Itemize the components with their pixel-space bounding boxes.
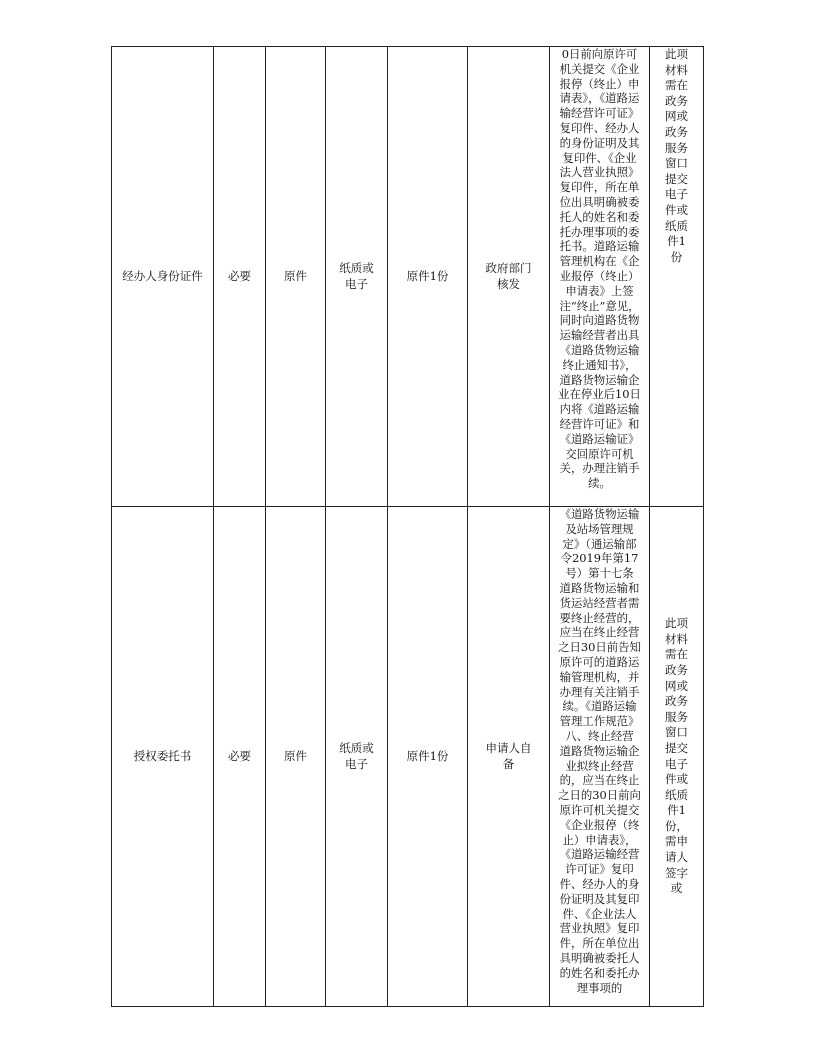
form-cell: 原件	[266, 47, 326, 507]
form-cell: 原件	[266, 507, 326, 1007]
medium-cell: 纸质或电子	[326, 47, 388, 507]
note-cell: 此项材料需在政务网或政务服务窗口提交电子件或纸质件1份	[650, 47, 704, 507]
source-cell: 申请人自备	[468, 507, 550, 1007]
source-cell: 政府部门核发	[468, 47, 550, 507]
required-cell: 必要	[214, 507, 266, 1007]
material-name-cell: 授权委托书	[112, 507, 214, 1007]
count-cell: 原件1份	[388, 47, 468, 507]
note-cell: 此项材料需在政务网或政务服务窗口提交电子件或纸质件1份，需申请人签字或	[650, 507, 704, 1007]
description-cell: 0日前向原许可机关提交《企业报停（终止）申请表》，《道路运输经营许可证》复印件、经办人的身份证明及其复印件、《企业法人营业执照》复印件，所在单位出具明确被委托人的姓名和委托办理事项的委托书。道路运输管理机构在《企业报停（终止）申请表》上签注“终止”意见，同时向道路货物运输经营者出具《道路货物运输终止通知书》，道路货物运输企业在停业后10日内将《道路运输经营许可证》和《道路运输证》交回原许可机关，办理注销手续。	[550, 47, 650, 507]
medium-cell: 纸质或电子	[326, 507, 388, 1007]
description-cell: 《道路货物运输及站场管理规定》（通运输部令2019年第17号）第十七条 道路货物运输和货运站经营者需要终止经营的，应当在终止经营之日30日前告知原许可的道路运输管理机构，并办理有关注销手续。《道路运输管理工作规范》八、终止经营 道路货物运输企业拟终止经营的，应当在终止之日的30日前向原许可机关提交《企业报停（终止）申请表》，《道路运输经营许可证》复印件、经办人的身份证明及其复印件、《企业法人营业执照》复印件，所在单位出具明确被委托人的姓名和委托办理事项的	[550, 507, 650, 1007]
count-cell: 原件1份	[388, 507, 468, 1007]
required-cell: 必要	[214, 47, 266, 507]
table-row	[112, 507, 704, 1007]
material-name-cell: 经办人身份证件	[112, 47, 214, 507]
table-row	[112, 47, 704, 507]
materials-table	[111, 46, 704, 1007]
